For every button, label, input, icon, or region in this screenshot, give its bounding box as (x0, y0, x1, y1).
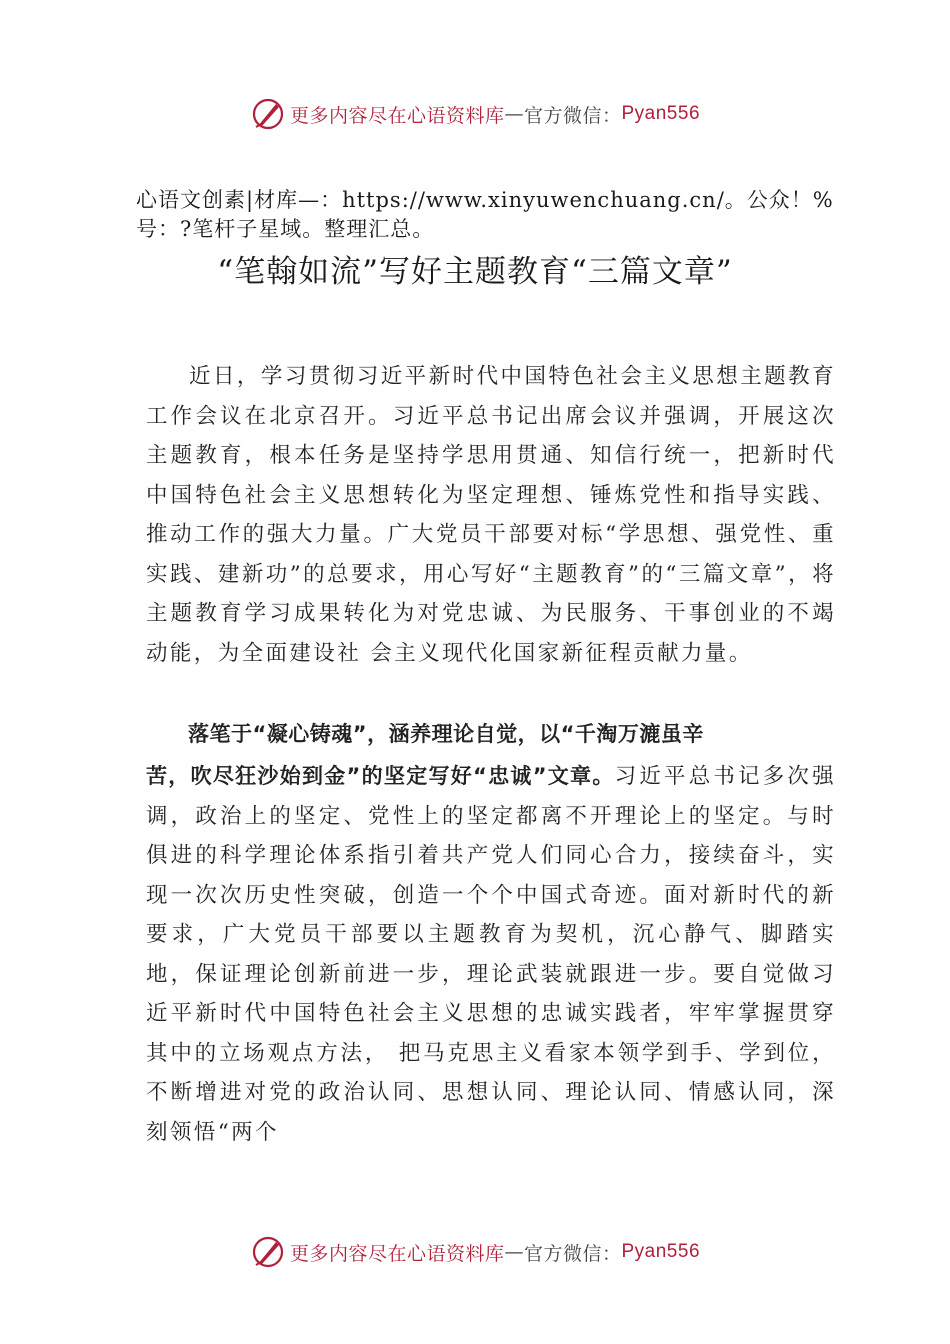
banner-dash: — (504, 103, 524, 125)
header-banner (0, 94, 950, 134)
footer-banner (0, 1232, 950, 1272)
document-title: “笔翰如流”写好主题教育“三篇文章” (217, 254, 733, 290)
banner-wechat-label: 官方微信： (523, 104, 622, 127)
quill-logo-icon (250, 96, 286, 132)
banner-wechat-id: Pyan556 (621, 103, 701, 124)
paragraph-2-heading-line2: 苦，吹尽狂沙始到金”的坚定写好“忠诚”文章。 (146, 764, 615, 788)
paragraph-1: 近日，学习贯彻习近平新时代中国特色社会主义思想主题教育工作会议在北京召开。习近平总书记出席会议并强调，开展这次主题教育，根本任务是坚持学思用贯通、知信行统一，把新时代中国特色社会主义思想转化为坚定理想、锤炼党性和指导实践、推动工作的强大力量。广大党员干部要对标“学思想、强党性、重实践、建新功”的总要求，用心写好“主题教育”的“三篇文章”，将主题教育学习成果转化为对党忠诚、为民服务、干事创业的不竭动能，为全面建设社 会主义现代化国家新征程贡献力量。 (146, 364, 836, 666)
banner-dash: — (504, 1241, 524, 1263)
paragraph-2-heading-line1: 落笔于“凝心铸魂”，涵养理论自觉，以“千淘万漉虽辛 (188, 722, 704, 746)
source-line: 心语文创素|材库—：https://www.xinyuwenchuang.cn/。公众！%号：?笔杆子星域。整理汇总。 (136, 188, 834, 241)
quill-logo-icon (250, 1234, 286, 1270)
banner-wechat-label: 官方微信： (523, 1242, 622, 1265)
banner-red-text: 更多内容尽在心语资料库 (289, 104, 505, 127)
banner-wechat-id: Pyan556 (621, 1241, 701, 1262)
paragraph-2-text: 习近平总书记多次强调，政治上的坚定、党性上的坚定都离不开理论上的坚定。与时俱进的科学理论体系指引着共产党人们同心合力，接续奋斗，实现一次次历史性突破，创造一个个中国式奇迹。面对新时代的新要求，广大党员干部要以主题教育为契机，沉心静气、脚踏实地，保证理论创新前进一步，理论武装就跟进一步。要自觉做习近平新时代中国特色社会主义思想的忠诚实践者，牢牢掌握贯穿其中的立场观点方法， 把马克思主义看家本领学到手、学到位，不断增进对党的政治认同、思想认同、理论认同、情感认同，深刻领悟“两个 (146, 764, 837, 1145)
banner-red-text: 更多内容尽在心语资料库 (289, 1242, 505, 1265)
paragraph-2 (146, 714, 836, 1152)
